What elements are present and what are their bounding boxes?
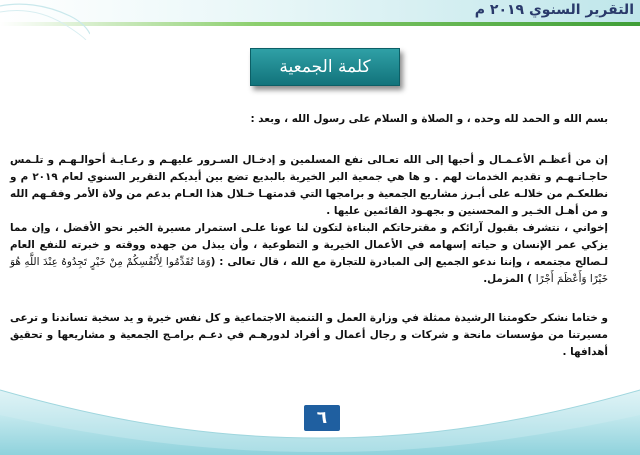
paragraph-thanks: و ختاما نشكر حكومتنا الرشيدة ممثلة في وزارة العمل و التنمية الاجتماعية و كل نفس خيرة و يد سخية تساندنا و ترعى مسيرتنا من مؤسسات مانحة و شركات و رجال أعمال و أفراد لدورهـم في دعـم برامـج الجمعية و مشاريعها و تحقيق أهدافها . bbox=[10, 312, 608, 358]
quote-reference: ) المزمل. bbox=[483, 273, 533, 285]
header-green-stripe bbox=[0, 22, 640, 26]
decorative-swirl-icon bbox=[0, 0, 90, 40]
paragraph-invitation-text: إخواني ، نتشرف بقبول آرائكم و مقترحاتكم البناءة لتكون لنا عونا علـى استمرار مسيرة الخير نحو الأفضل ، وإن مما يزكي عمر الإنسان و حياته إسهامه في الأعمال الخيرية و التطوعية ، وأن يبذل من جهده ووقته و خبرته للنفع العام لـصالح مجتمعه ، وإننا ندعو الجميع إلى المبادرة للتجارة مع الله ، قال تعالى : ( bbox=[10, 222, 608, 268]
section-title: كلمة الجمعية bbox=[279, 57, 371, 77]
greeting-line: بسم الله و الحمد لله وحده ، و الصلاة و السلام على رسول الله ، وبعد : bbox=[250, 113, 608, 125]
report-header-title: التقرير السنوي ٢٠١٩ م bbox=[474, 2, 634, 18]
section-title-box bbox=[250, 48, 400, 86]
quran-quote: وَمَا تُقَدِّمُوا لِأَنْفُسِكُمْ مِنْ خَيْرٍ تَجِدُوهُ عِنْدَ اللَّهِ هُوَ خَيْرًا وَأَعْظَمَ أَجْرًا bbox=[10, 256, 608, 285]
page-number: ٦ bbox=[304, 405, 340, 431]
message-content bbox=[10, 111, 608, 361]
paragraph-invitation bbox=[10, 220, 608, 288]
paragraph-intro: إن من أعظـم الأعـمـال و أحبها إلى الله تعـالى نفع المسلمين و إدخـال السـرور عليهـم و رعـايـة أحوالـهـم و تلـمس حاجـاتـهـم و تقديم الخدمات لهم . و ها هي جمعية البر الخيرية بالبديع تضع بين أيديكم التقرير السنوي لعام ٢٠١٩ م و نطلعكـم من خلالـه على أبـرز مشاريع الجمعية و برامجها التي قدمتهـا خـلال هذا العـام بدعم من ولاة الأمر وفقـهم الله و من أهـل الخـير و المحسنين و بجهـود القائمين عليها . bbox=[10, 154, 609, 217]
